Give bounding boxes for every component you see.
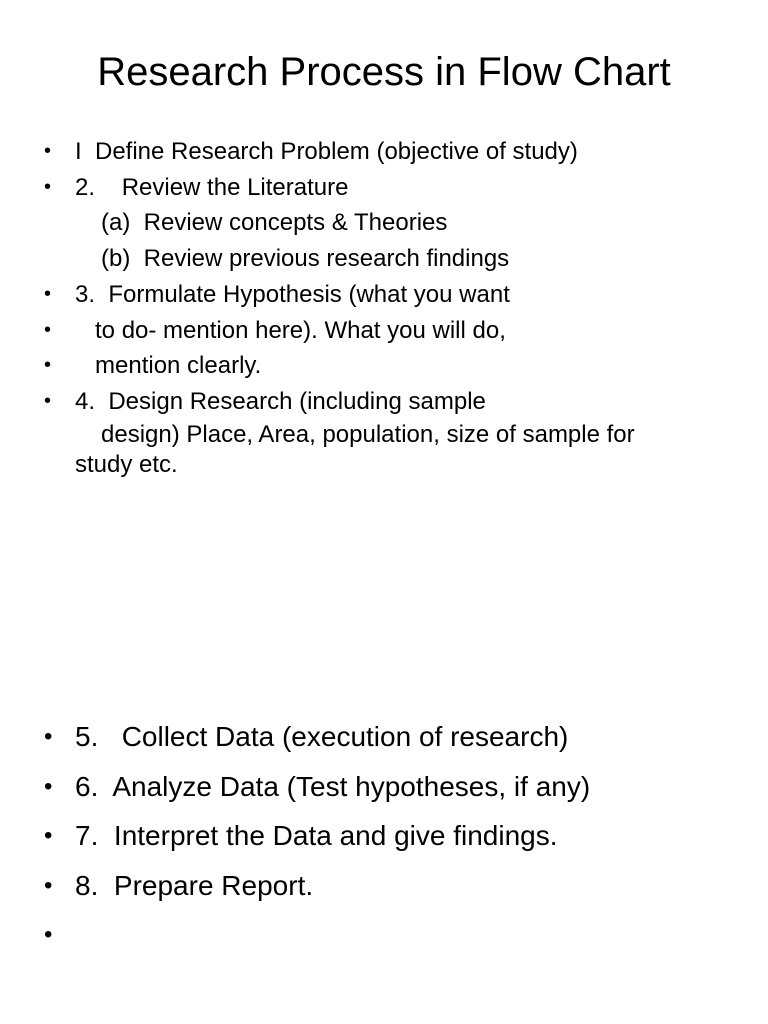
list-item-text: 6. Analyze Data (Test hypotheses, if any) (75, 770, 591, 802)
list-item (44, 384, 744, 420)
bullet-marker: • (44, 354, 52, 377)
bullet-marker: • (44, 772, 53, 800)
bullet-marker: • (44, 723, 53, 750)
sub-list-item (44, 241, 744, 277)
upper-bullet-list (44, 134, 744, 480)
wrapped-item-line-2: study etc. (75, 450, 178, 478)
list-item-text: 8. Prepare Report. (75, 869, 314, 901)
lower-bullet-list (44, 712, 744, 960)
bullet-marker: • (44, 175, 52, 198)
list-item-text: 4. Design Research (including sample (75, 387, 486, 415)
bullet-marker: • (44, 318, 52, 341)
bullet-marker: • (44, 871, 53, 899)
list-item-text: mention clearly. (75, 352, 262, 380)
sub-item-text: (b) Review previous research findings (101, 245, 510, 273)
list-item-text: 3. Formulate Hypothesis (what you want (75, 280, 510, 308)
list-item-text: 2. Review the Literature (75, 173, 349, 201)
wrapped-list-item (44, 420, 744, 480)
list-item (44, 348, 744, 384)
list-item (44, 712, 744, 762)
sub-item-text: (a) Review concepts & Theories (101, 209, 448, 237)
list-item-text: 7. Interpret the Data and give findings. (75, 820, 558, 851)
list-item-text: 5. Collect Data (execution of research) (75, 721, 569, 752)
list-item (44, 313, 744, 349)
list-item-text: to do- mention here). What you will do, (75, 316, 506, 344)
bullet-marker: • (44, 389, 52, 412)
list-item (44, 170, 744, 206)
list-item (44, 861, 744, 911)
bullet-marker: • (44, 822, 53, 849)
list-item (44, 811, 744, 861)
list-item (44, 134, 744, 170)
list-item (44, 762, 744, 812)
bullet-marker: • (44, 140, 52, 162)
bullet-marker: • (44, 282, 52, 305)
sub-list-item (44, 205, 744, 241)
slide-title: Research Process in Flow Chart (97, 50, 671, 94)
wrapped-item-line-1: design) Place, Area, population, size of sample for (101, 420, 635, 448)
list-item (44, 277, 744, 313)
list-item (44, 910, 744, 960)
wrapped-item-text (44, 420, 735, 480)
list-item-text: I Define Research Problem (objective of study) (75, 138, 578, 165)
bullet-marker: • (44, 921, 53, 948)
list-item-text (44, 910, 744, 960)
